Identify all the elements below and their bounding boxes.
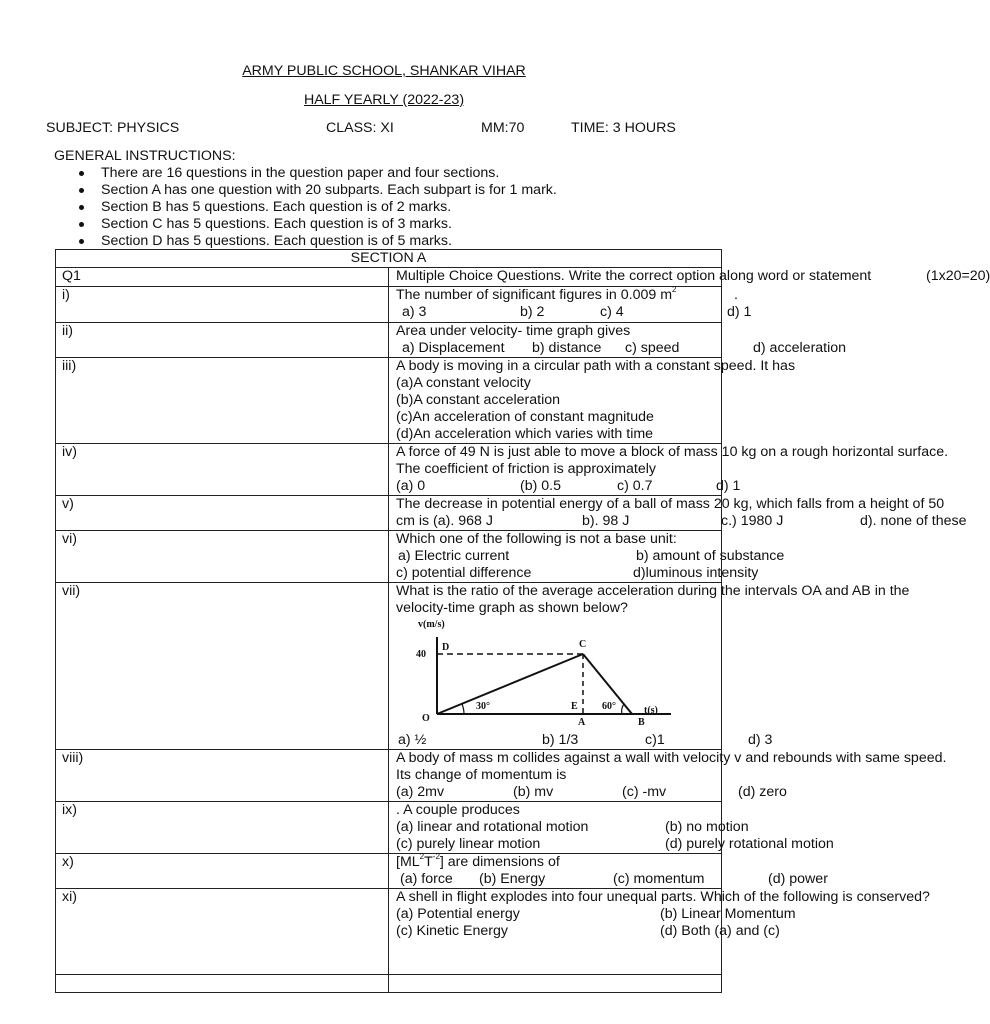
option-a: (a)A constant velocity: [396, 375, 531, 391]
y-tick-label: 40: [416, 649, 426, 660]
question-number: v): [56, 496, 389, 531]
option-d: d) 1: [727, 304, 752, 320]
bullet-icon: [79, 205, 84, 210]
angle-label-60: 60°: [602, 701, 616, 712]
point-e-label: E: [571, 701, 578, 712]
question-number: vi): [56, 531, 389, 583]
question-table: [55, 249, 990, 993]
option-a: a) ½: [398, 732, 427, 748]
option-d: d). none of these: [860, 513, 967, 529]
option-b: b) distance: [532, 340, 602, 356]
option-c: c) 0.7: [617, 478, 653, 494]
question-number: i): [56, 287, 389, 323]
question-number: xi): [56, 889, 389, 975]
angle-label-30: 30°: [476, 701, 490, 712]
question-number: x): [56, 854, 389, 889]
option-b: b) 2: [520, 304, 545, 320]
option-c: (c) purely linear motion: [396, 836, 541, 852]
question-text: A force of 49 N is just able to move a block of mass 10 kg on a rough horizontal surface. The coefficient of friction is approximately (a) 0 (b) 0.5 c) 0.7 d) 1: [389, 444, 722, 496]
question-number: viii): [56, 750, 389, 802]
class-label: CLASS: XI: [326, 120, 394, 136]
option-c: (c) -mv: [622, 784, 667, 800]
option-d: (d) purely rotational motion: [665, 836, 834, 852]
line-oc: [437, 654, 583, 714]
school-name: ARMY PUBLIC SCHOOL, SHANKAR VIHAR: [242, 63, 526, 79]
option-b: (b) Linear Momentum: [660, 906, 796, 922]
option-a: a) Displacement: [402, 340, 505, 356]
option-d: (d) power: [768, 871, 828, 887]
question-number: Q1: [56, 268, 389, 287]
question-text: What is the ratio of the average acceleration during the intervals OA and AB in the velocity-time graph as shown below? v(m/s) t(s) 40 O D C E A B 30° 60° a) ½ b) 1/3 c)1 d) 3: [389, 583, 722, 750]
empty-cell: [389, 975, 722, 993]
option-c: c)1: [645, 732, 665, 748]
option-d: (d) Both (a) and (c): [660, 923, 780, 939]
instructions-list: [76, 165, 557, 250]
question-text: The decrease in potential energy of a ball of mass 20 kg, which falls from a height of 50 cm is (a). 968 J b). 98 J c.) 1980 J d). none of these: [389, 496, 722, 531]
option-c: (c)An acceleration of constant magnitude: [396, 409, 654, 425]
option-c: c) potential difference: [396, 565, 532, 581]
question-text: Multiple Choice Questions. Write the correct option along word or statement (1x20=20): [389, 268, 722, 287]
question-text: Which one of the following is not a base unit: a) Electric current b) amount of substance c) potential difference d)luminous intensity: [389, 531, 722, 583]
option-a: (a) 0: [396, 478, 426, 494]
bullet-icon: [79, 239, 84, 244]
question-text: . A couple produces (a) linear and rotational motion (b) no motion (c) purely linear motion (d) purely rotational motion: [389, 802, 722, 854]
option-d: (d) zero: [738, 784, 787, 800]
question-number: vii): [56, 583, 389, 750]
option-b: (b) 0.5: [520, 478, 562, 494]
option-c: c) speed: [625, 340, 680, 356]
option-a: (a) force: [400, 871, 453, 887]
bullet-icon: [79, 171, 84, 176]
option-a: (a) linear and rotational motion: [396, 819, 589, 835]
option-a: a) 3: [402, 304, 427, 320]
instruction-item: Section B has 5 questions. Each question is of 2 marks.: [76, 199, 557, 216]
option-b: b). 98 J: [582, 513, 630, 529]
option-b: (b) no motion: [665, 819, 749, 835]
instruction-item: There are 16 questions in the question paper and four sections.: [76, 165, 557, 182]
question-text: A body is moving in a circular path with a constant speed. It has (a)A constant velocity (b)A constant acceleration (c)An acceleration of constant magnitude (d)An acceleration which varies with time: [389, 358, 722, 444]
x-axis-label: t(s): [644, 705, 658, 716]
question-text: The number of significant figures in 0.009 $m^2$ . a) 3 b) 2 c) 4 d) 1: [389, 287, 722, 323]
question-number: iv): [56, 444, 389, 496]
option-b: b) 1/3: [542, 732, 579, 748]
marks-label: (1x20=20): [926, 268, 990, 284]
subject-label: SUBJECT: PHYSICS: [46, 120, 180, 136]
option-a: (a) 2mv: [396, 784, 445, 800]
exam-title: HALF YEARLY (2022-23): [303, 92, 465, 108]
point-a-label: A: [578, 717, 586, 728]
option-d: d)luminous intensity: [633, 565, 759, 581]
section-heading: SECTION A: [56, 250, 722, 268]
option-a: a) Electric current: [398, 548, 510, 564]
point-b-label: B: [638, 717, 645, 728]
option-d: d) acceleration: [753, 340, 847, 356]
option-b: (b)A constant acceleration: [396, 392, 561, 408]
empty-cell: [56, 975, 389, 993]
angle-arc-60: [622, 704, 624, 714]
point-c-label: C: [579, 639, 587, 650]
bullet-icon: [79, 222, 84, 227]
option-b: (b) mv: [513, 784, 554, 800]
question-text: A body of mass m collides against a wall with velocity v and rebounds with same speed. Its change of momentum is (a) 2mv (b) mv (c) -mv (d) zero: [389, 750, 722, 802]
instruction-item: Section A has one question with 20 subparts. Each subpart is for 1 mark.: [76, 182, 557, 199]
instructions-title: GENERAL INSTRUCTIONS:: [54, 148, 236, 164]
origin-label: O: [422, 713, 430, 724]
option-b: (b) Energy: [479, 871, 546, 887]
option-c: (c) Kinetic Energy: [396, 923, 508, 939]
option-c: (c) momentum: [613, 871, 705, 887]
point-d-label: D: [442, 642, 450, 653]
velocity-time-graph: [396, 617, 686, 732]
question-text: $[ML^2T^{-2}]$ are dimensions of (a) force (b) Energy (c) momentum (d) power: [389, 854, 722, 889]
bullet-icon: [79, 188, 84, 193]
question-number: ix): [56, 802, 389, 854]
option-b: b) amount of substance: [636, 548, 785, 564]
max-marks-label: MM:70: [481, 120, 525, 136]
time-label: TIME: 3 HOURS: [571, 120, 676, 136]
instruction-item: Section D has 5 questions. Each question is of 5 marks.: [76, 233, 557, 250]
option-d: d) 1: [716, 478, 741, 494]
angle-arc-30: [462, 704, 464, 714]
option-a: (a) Potential energy: [396, 906, 520, 922]
option-d: d) 3: [748, 732, 773, 748]
question-text: Area under velocity- time graph gives a) Displacement b) distance c) speed d) acceleration: [389, 323, 722, 358]
instruction-item: Section C has 5 questions. Each question is of 3 marks.: [76, 216, 557, 233]
option-c: c.) 1980 J: [721, 513, 784, 529]
question-text: A shell in flight explodes into four unequal parts. Which of the following is conserved? (a) Potential energy (b) Linear Momentum (c) Kinetic Energy (d) Both (a) and (c): [389, 889, 722, 975]
y-axis-label: v(m/s): [418, 619, 445, 630]
option-c: c) 4: [600, 304, 624, 320]
question-number: ii): [56, 323, 389, 358]
question-number: iii): [56, 358, 389, 444]
option-d: (d)An acceleration which varies with time: [396, 426, 654, 442]
